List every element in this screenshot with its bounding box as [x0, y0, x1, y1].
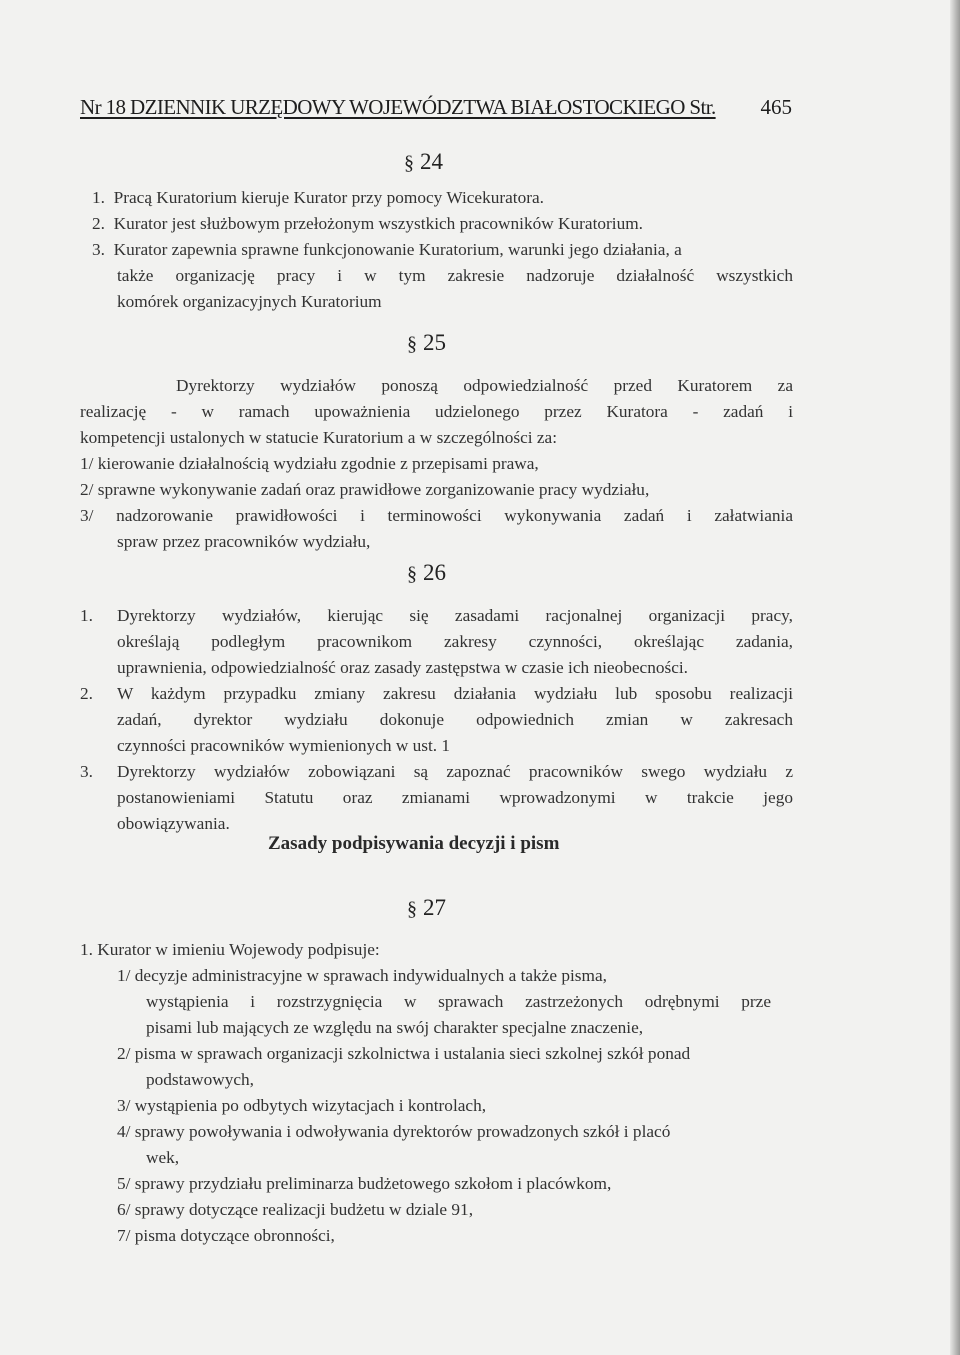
- s27-item-3: 3/ wystąpienia po odbytych wizytacjach i kontrolach,: [117, 1096, 487, 1115]
- s27-item-1-line-2: wystąpienia i rozstrzygnięcia w sprawach zastrzeżonych odrębnymi prze: [146, 992, 771, 1011]
- s26-item-1-number: 1.: [80, 606, 93, 625]
- s25-item-2: 2/ sprawne wykonywanie zadań oraz prawidłowe zorganizowanie pracy wydziału,: [80, 480, 650, 499]
- s24-item-2: 2. Kurator jest służbowym przełożonym wszystkich pracowników Kuratorium.: [92, 214, 643, 233]
- page-number: 465: [760, 95, 792, 119]
- s27-intro: 1. Kurator w imieniu Wojewody podpisuje:: [80, 940, 380, 959]
- s25-para-line-3: kompetencji ustalonych w statucie Kuratorium a w szczególności za:: [80, 428, 557, 447]
- s24-item-3-line-3: komórek organizacyjnych Kuratorium: [117, 292, 382, 311]
- s26-item-3-line-3: obowiązywania.: [117, 814, 230, 833]
- s26-item-3-line-1: Dyrektorzy wydziałów zobowiązani są zapoznać pracowników swego wydziału z: [117, 762, 793, 781]
- s27-item-4-line-2: wek,: [146, 1148, 180, 1167]
- s27-item-4: 4/ sprawy powoływania i odwoływania dyrektorów prowadzonych szkół i placó: [117, 1122, 671, 1141]
- s27-item-1-line-3: pisami lub mających ze względu na swój charakter specjalne znaczenie,: [146, 1018, 644, 1037]
- s26-item-2-number: 2.: [80, 684, 93, 703]
- section-26-heading: § 26: [407, 560, 446, 585]
- s26-item-2-line-3: czynności pracowników wymienionych w ust. 1: [117, 736, 451, 755]
- s24-item-3: 3. Kurator zapewnia sprawne funkcjonowanie Kuratorium, warunki jego działania, a: [92, 240, 682, 259]
- section-subheading: Zasady podpisywania decyzji i pism: [268, 833, 560, 854]
- s27-item-1: 1/ decyzje administracyjne w sprawach indywidualnych a także pisma,: [117, 966, 607, 985]
- s26-item-1-line-2: określają podległym pracownikom zakresy czynności, określając zadania,: [117, 632, 793, 651]
- s25-para-line-2: realizację - w ramach upoważnienia udzielonego przez Kuratora - zadań i: [80, 402, 793, 421]
- s24-item-1: 1. Pracą Kuratorium kieruje Kurator przy pomocy Wicekuratora.: [92, 188, 544, 207]
- s25-item-1: 1/ kierowanie działalnością wydziału zgodnie z przepisami prawa,: [80, 454, 539, 473]
- s26-item-1-line-1: Dyrektorzy wydziałów, kierując się zasadami racjonalnej organizacji pracy,: [117, 606, 793, 625]
- s26-item-1-line-3: uprawnienia, odpowiedzialność oraz zasady zastępstwa w czasie ich nieobecności.: [117, 658, 689, 677]
- s26-item-3-line-2: postanowieniami Statutu oraz zmianami wprowadzonymi w trakcie jego: [117, 788, 793, 807]
- s26-item-3-number: 3.: [80, 762, 93, 781]
- s27-item-2: 2/ pisma w sprawach organizacji szkolnictwa i ustalania sieci szkolnej szkół ponad: [117, 1044, 691, 1063]
- header-title: Nr 18 DZIENNIK URZĘDOWY WOJEWÓDZTWA BIAŁOSTOCKIEGO Str.: [80, 95, 716, 119]
- page-header: [80, 95, 792, 120]
- s24-item-3-line-2: także organizację pracy i w tym zakresie nadzoruje działalność wszystkich: [117, 266, 793, 285]
- section-27-heading: § 27: [407, 895, 446, 920]
- s25-item-3-line-2: spraw przez pracowników wydziału,: [117, 532, 371, 551]
- s25-item-3: 3/ nadzorowanie prawidłowości i terminowości wykonywania zadań i załatwiania: [80, 506, 793, 525]
- s27-item-2-line-2: podstawowych,: [146, 1070, 254, 1089]
- s25-para-line-1: Dyrektorzy wydziałów ponoszą odpowiedzialność przed Kuratorem za: [176, 376, 793, 395]
- page-edge-shadow: [950, 0, 960, 1355]
- s27-item-5: 5/ sprawy przydziału preliminarza budżetowego szkołom i placówkom,: [117, 1174, 612, 1193]
- s27-item-7: 7/ pisma dotyczące obronności,: [117, 1226, 335, 1245]
- section-25-heading: § 25: [407, 330, 446, 355]
- s27-item-6: 6/ sprawy dotyczące realizacji budżetu w dziale 91,: [117, 1200, 474, 1219]
- section-24-heading: § 24: [404, 149, 443, 174]
- s26-item-2-line-1: W każdym przypadku zmiany zakresu działania wydziału lub sposobu realizacji: [117, 684, 793, 703]
- s26-item-2-line-2: zadań, dyrektor wydziału dokonuje odpowiednich zmian w zakresach: [117, 710, 793, 729]
